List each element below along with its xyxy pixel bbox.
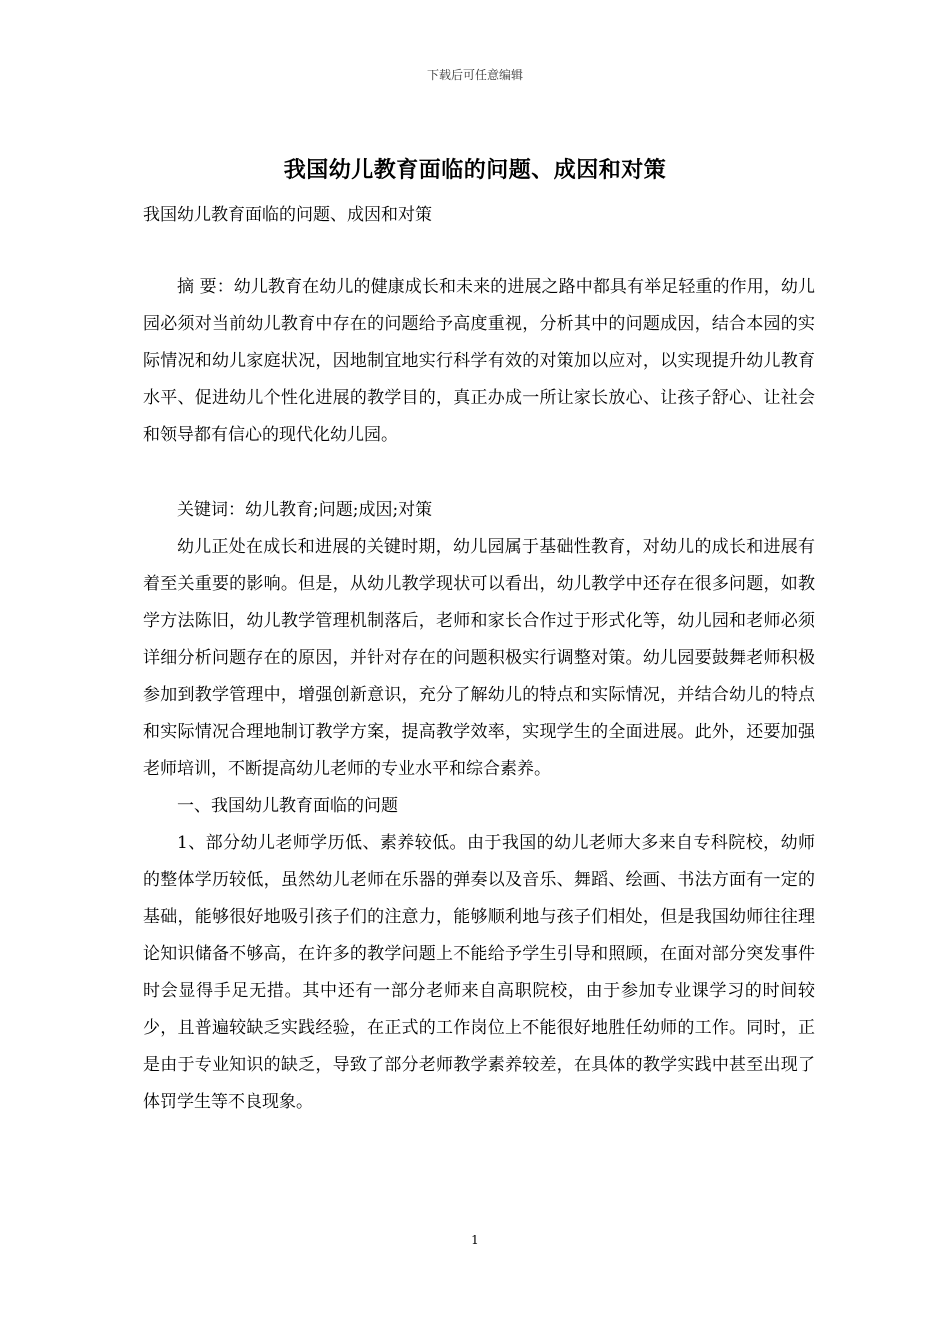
keywords-line: 关键词：幼儿教育;问题;成因;对策: [177, 500, 433, 520]
abstract-paragraph: 摘 要：幼儿教育在幼儿的健康成长和未来的进展之路中都具有举足轻重的作用，幼儿园必须对当前幼儿教育中存在的问题给予高度重视，分析其中的问题成因，结合本园的实际情况和幼儿家庭状况，因地制宜地实行科学有效的对策加以应对，以实现提升幼儿教育水平、促进幼儿个性化进展的教学目的，真正办成一所让家长放心、让孩子舒心、让社会和领导都有信心的现代化幼儿园。: [143, 277, 815, 445]
body-section: [143, 492, 815, 1121]
document-title: 我国幼儿教育面临的问题、成因和对策: [283, 157, 667, 183]
page-number: 1: [471, 1233, 479, 1247]
page-header: 下载后可任意编辑: [426, 68, 523, 82]
document-subtitle: 我国幼儿教育面临的问题、成因和对策: [143, 205, 432, 225]
body-paragraph: 幼儿正处在成长和进展的关键时期，幼儿园属于基础性教育，对幼儿的成长和进展有着至关重要的影响。但是，从幼儿教学现状可以看出，幼儿教学中还存在很多问题，如教学方法陈旧，幼儿教学管理机制落后，老师和家长合作过于形式化等，幼儿园和老师必须详细分析问题存在的原因，并针对存在的问题积极实行调整对策。幼儿园要鼓舞老师积极参加到教学管理中，增强创新意识，充分了解幼儿的特点和实际情况，并结合幼儿的特点和实际情况合理地制订教学方案，提高教学效率，实现学生的全面进展。此外，还要加强老师培训，不断提高幼儿老师的专业水平和综合素养。: [143, 537, 815, 779]
section-heading: 一、我国幼儿教育面临的问题: [177, 796, 398, 816]
abstract-section: [143, 269, 815, 454]
body-paragraph: 1、部分幼儿老师学历低、素养较低。由于我国的幼儿老师大多来自专科院校，幼师的整体学历较低，虽然幼儿老师在乐器的弹奏以及音乐、舞蹈、绘画、书法方面有一定的基础，能够很好地吸引孩子们的注意力，能够顺利地与孩子们相处，但是我国幼师往往理论知识储备不够高，在许多的教学问题上不能给予学生引导和照顾，在面对部分突发事件时会显得手足无措。其中还有一部分老师来自高职院校，由于参加专业课学习的时间较少，且普遍较缺乏实践经验，在正式的工作岗位上不能很好地胜任幼师的工作。同时，正是由于专业知识的缺乏，导致了部分老师教学素养较差，在具体的教学实践中甚至出现了体罚学生等不良现象。: [143, 833, 815, 1112]
